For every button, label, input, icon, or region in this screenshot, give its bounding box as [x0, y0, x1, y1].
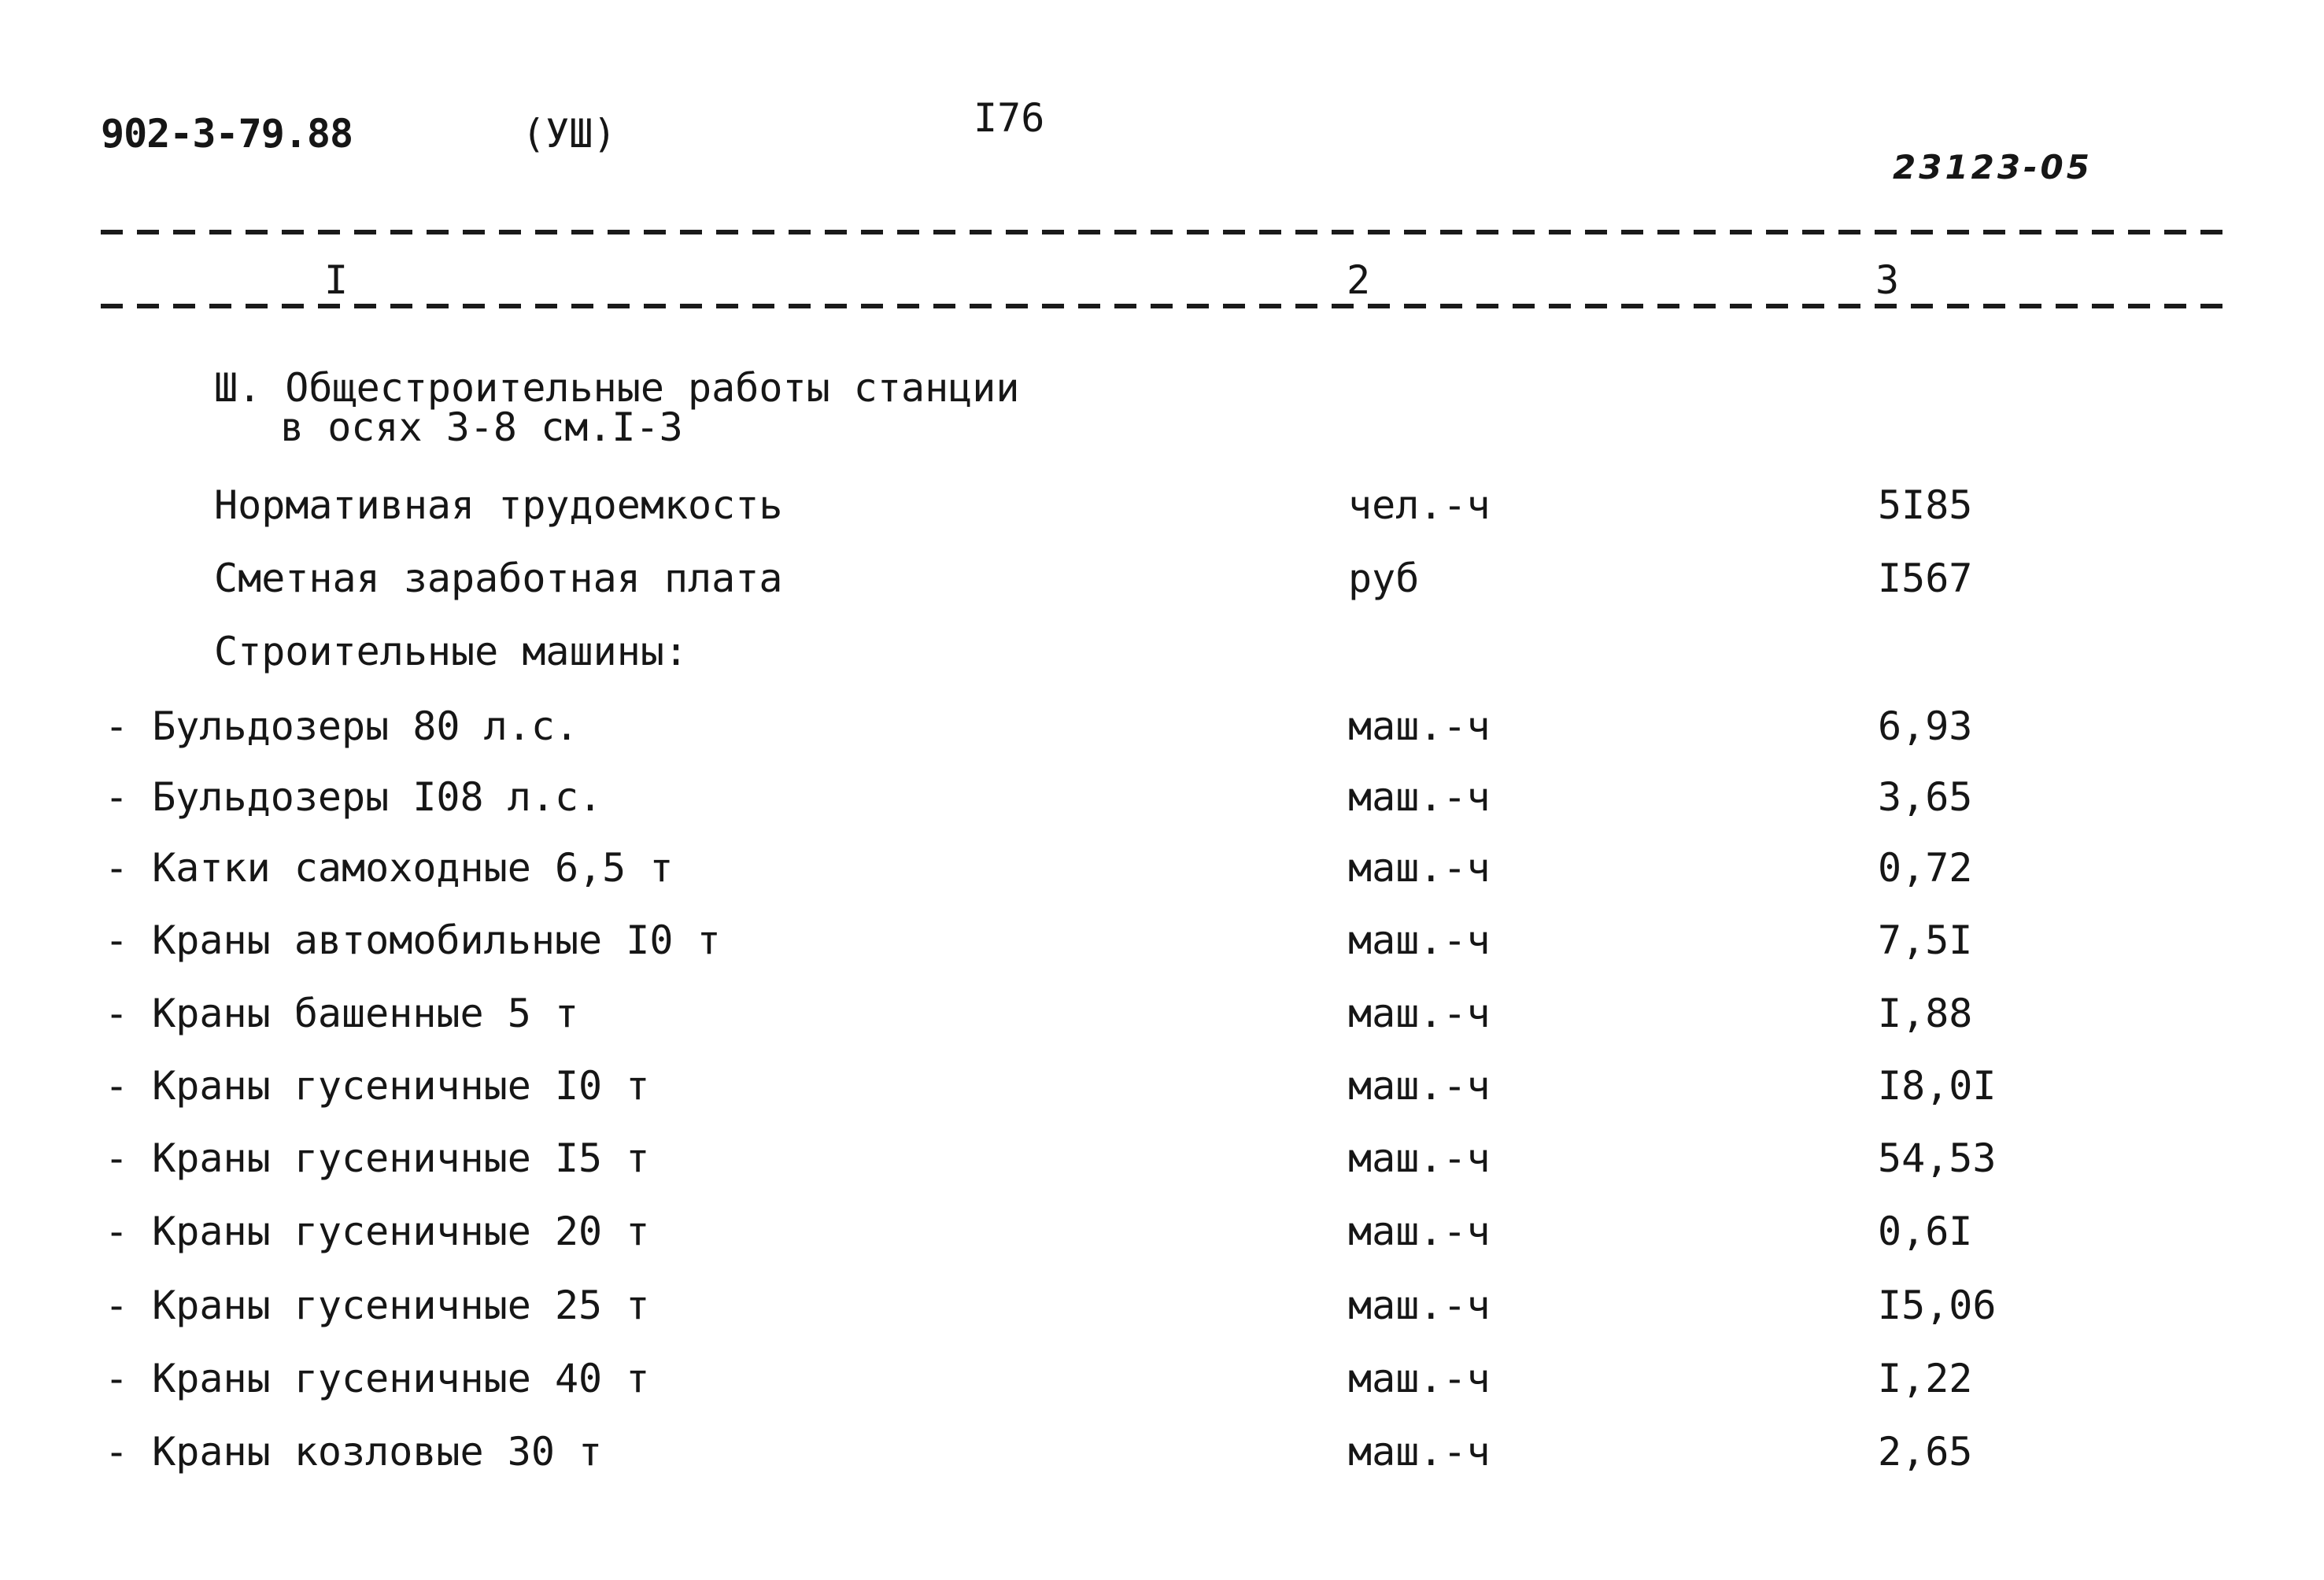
row-value: I5,06 [1878, 1283, 1997, 1328]
row-value: I,22 [1878, 1356, 1973, 1401]
row-value: I,88 [1878, 991, 1973, 1036]
row-name: - Краны гусеничные I5 т [105, 1135, 650, 1181]
row-value: 5I85 [1878, 482, 1973, 528]
row-value: 0,72 [1878, 845, 1973, 891]
row-unit: чел.-ч [1348, 482, 1491, 528]
row-unit: маш.-ч [1348, 774, 1491, 820]
row-unit: маш.-ч [1348, 1135, 1491, 1181]
section-title-line-2: в осях 3-8 см.I-3 [280, 404, 683, 450]
row-unit: маш.-ч [1348, 703, 1491, 749]
row-unit: маш.-ч [1348, 917, 1491, 963]
row-name: - Краны козловые 30 т [105, 1429, 603, 1475]
table-row [0, 1282, 2324, 1329]
row-unit: маш.-ч [1348, 845, 1491, 891]
row-name: - Краны автомобильные I0 т [105, 917, 721, 963]
table-header-bottom-rule [101, 304, 2236, 308]
table-row [0, 773, 2324, 821]
row-name: - Краны гусеничные 20 т [105, 1209, 650, 1254]
row-value: 7,5I [1878, 917, 1973, 963]
row-unit: маш.-ч [1348, 1356, 1491, 1401]
row-value: 3,65 [1878, 774, 1973, 820]
table-row [0, 555, 2324, 602]
row-value: 2,65 [1878, 1429, 1973, 1475]
row-unit: маш.-ч [1348, 1209, 1491, 1254]
table-row [0, 703, 2324, 750]
page-number: I76 [974, 95, 1045, 141]
row-name: - Краны башенные 5 т [105, 991, 579, 1036]
row-name: Сметная заработная плата [214, 556, 783, 601]
row-name: - Краны гусеничные I0 т [105, 1063, 650, 1109]
row-name: - Катки самоходные 6,5 т [105, 845, 674, 891]
table-row [0, 482, 2324, 529]
table-row [0, 990, 2324, 1037]
section-title [214, 365, 1020, 450]
row-value: 0,6I [1878, 1209, 1973, 1254]
section-title-line-1: Ш. Общестроительные работы станции [214, 365, 1020, 411]
table-row [0, 1355, 2324, 1402]
table-row [0, 1062, 2324, 1109]
row-unit: маш.-ч [1348, 991, 1491, 1036]
table-row [0, 628, 2324, 675]
archive-number: 23123-05 [1893, 148, 2093, 186]
column-header-3: 3 [1869, 257, 1905, 304]
row-name: - Бульдозеры I08 л.с. [105, 774, 603, 820]
document-number: 902-3-79.88 [101, 111, 353, 157]
row-value: I8,0I [1878, 1063, 1997, 1109]
section-mark: (УШ) [522, 111, 617, 157]
row-name: Нормативная трудоемкость [214, 482, 783, 528]
table-row [0, 1428, 2324, 1475]
row-name: Строительные машины: [214, 629, 689, 674]
row-value: 54,53 [1878, 1135, 1997, 1181]
row-value: I567 [1878, 556, 1973, 601]
table-header-top-rule [101, 230, 2236, 234]
row-unit: маш.-ч [1348, 1429, 1491, 1475]
row-unit: маш.-ч [1348, 1283, 1491, 1328]
row-name: - Бульдозеры 80 л.с. [105, 703, 579, 749]
row-name: - Краны гусеничные 25 т [105, 1283, 650, 1328]
column-header-1: I [318, 257, 354, 304]
row-value: 6,93 [1878, 703, 1973, 749]
table-row [0, 1135, 2324, 1182]
row-name: - Краны гусеничные 40 т [105, 1356, 650, 1401]
table-row [0, 917, 2324, 964]
table-row [0, 844, 2324, 892]
table-row [0, 1208, 2324, 1255]
row-unit: маш.-ч [1348, 1063, 1491, 1109]
row-unit: руб [1348, 556, 1420, 601]
column-header-2: 2 [1340, 257, 1376, 304]
